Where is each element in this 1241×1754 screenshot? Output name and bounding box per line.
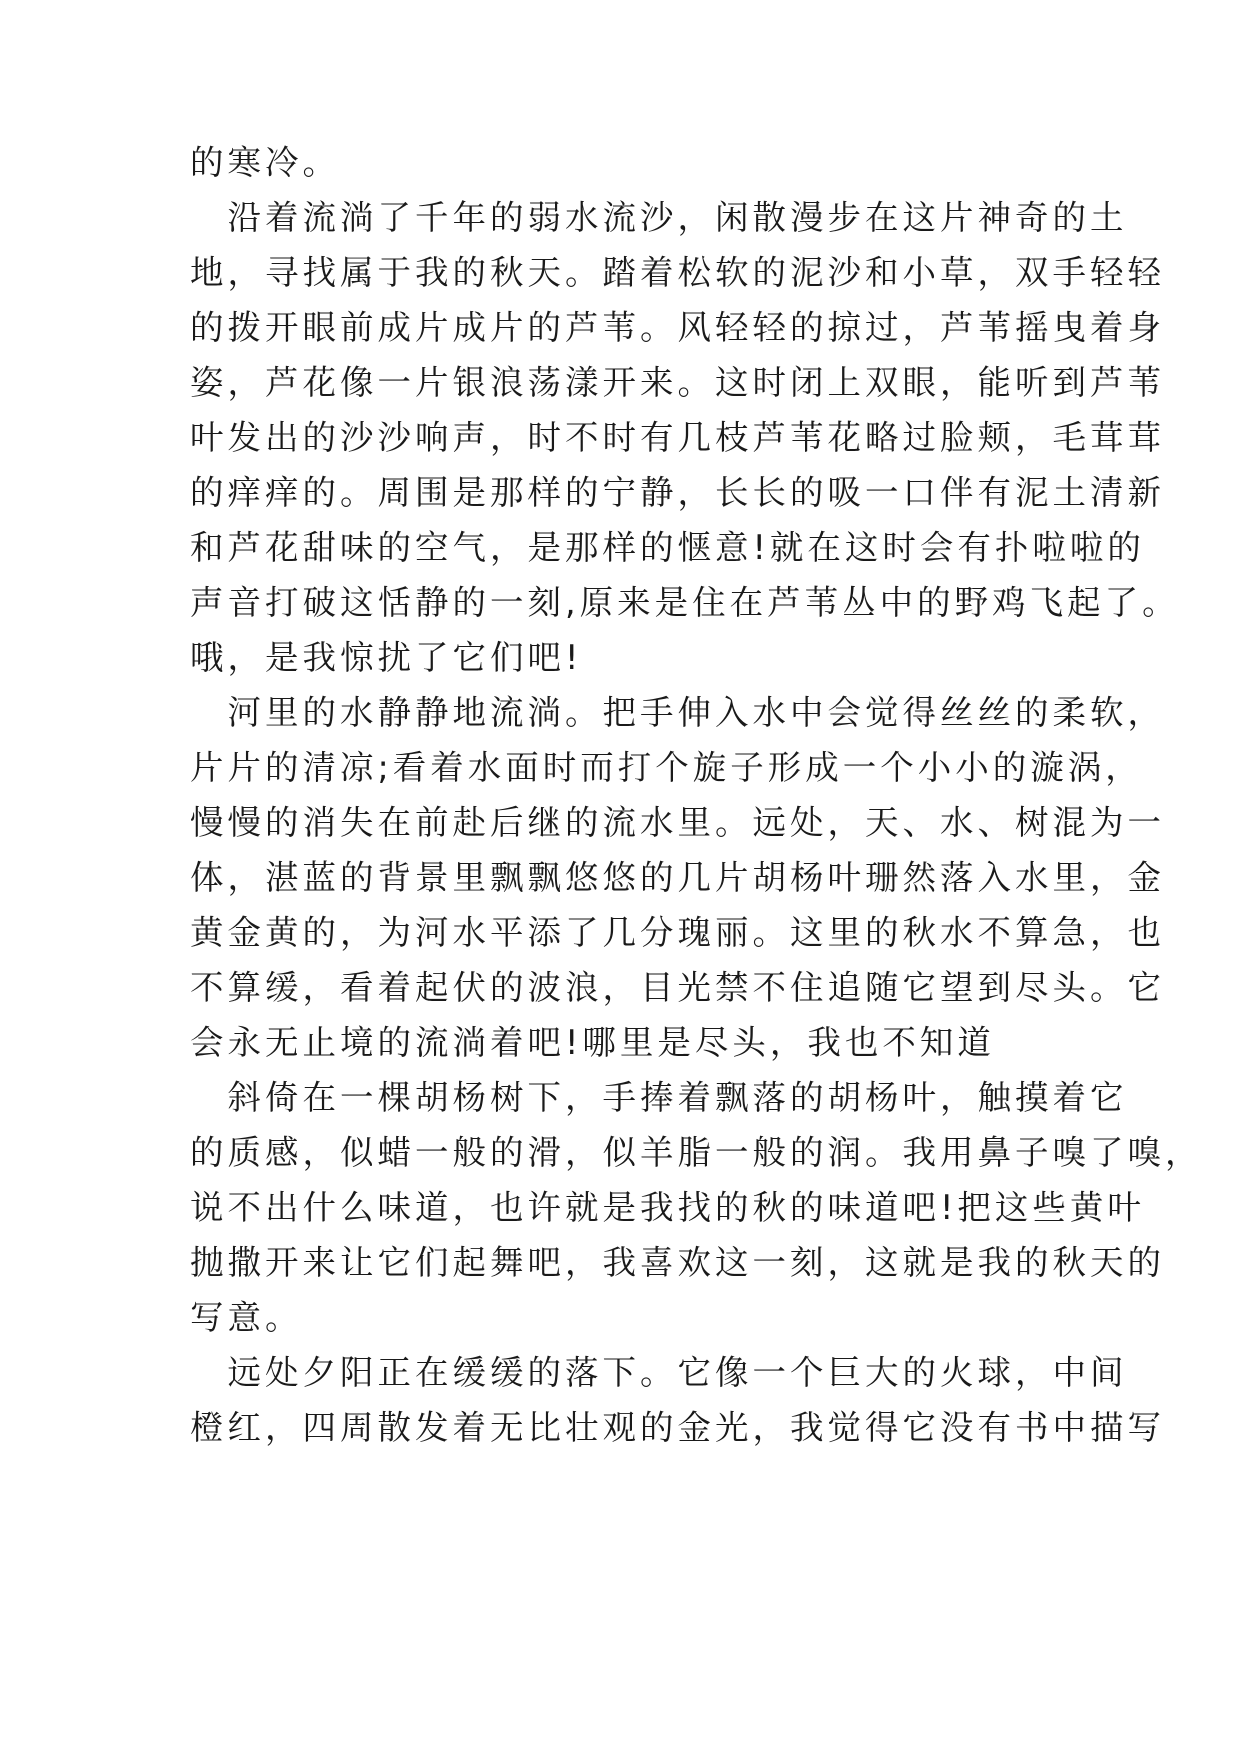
text-line: 不算缓，看着起伏的波浪，目光禁不住追随它望到尽头。它	[190, 968, 1165, 1007]
text-line: 的寒冷。	[190, 143, 340, 182]
text-line: 慢慢的消失在前赴后继的流水里。远处，天、水、树混为一	[190, 803, 1165, 842]
text-line: 会永无止境的流淌着吧!哪里是尽头，我也不知道	[190, 1023, 995, 1062]
text-line: 抛撒开来让它们起舞吧，我喜欢这一刻，这就是我的秋天的	[190, 1243, 1165, 1282]
text-line: 哦，是我惊扰了它们吧!	[190, 638, 583, 677]
text-line: 体，湛蓝的背景里飘飘悠悠的几片胡杨叶珊然落入水里，金	[190, 858, 1165, 897]
text-line: 远处夕阳正在缓缓的落下。它像一个巨大的火球，中间	[190, 1353, 1128, 1392]
text-line: 黄金黄的，为河水平添了几分瑰丽。这里的秋水不算急，也	[190, 913, 1165, 952]
text-line: 片片的清凉;看着水面时而打个旋子形成一个小小的漩涡，	[190, 748, 1143, 787]
text-line: 的拨开眼前成片成片的芦苇。风轻轻的掠过，芦苇摇曳着身	[190, 308, 1165, 347]
text-line: 的痒痒的。周围是那样的宁静，长长的吸一口伴有泥土清新	[190, 473, 1165, 512]
text-line: 叶发出的沙沙响声，时不时有几枝芦苇花略过脸颊，毛茸茸	[190, 418, 1165, 457]
text-line: 写意。	[190, 1298, 303, 1337]
text-line: 斜倚在一棵胡杨树下，手捧着飘落的胡杨叶，触摸着它	[190, 1078, 1128, 1117]
text-line: 沿着流淌了千年的弱水流沙，闲散漫步在这片神奇的土	[190, 198, 1128, 237]
text-line: 说不出什么味道，也许就是我找的秋的味道吧!把这些黄叶	[190, 1188, 1145, 1227]
text-line: 声音打破这恬静的一刻,原来是住在芦苇丛中的野鸡飞起了。	[190, 583, 1180, 622]
text-line: 地，寻找属于我的秋天。踏着松软的泥沙和小草，双手轻轻	[190, 253, 1165, 292]
text-line: 和芦花甜味的空气，是那样的惬意!就在这时会有扑啦啦的	[190, 528, 1145, 567]
text-line: 的质感，似蜡一般的滑，似羊脂一般的润。我用鼻子嗅了嗅，	[190, 1133, 1203, 1172]
text-line: 姿，芦花像一片银浪荡漾开来。这时闭上双眼，能听到芦苇	[190, 363, 1165, 402]
text-line: 橙红，四周散发着无比壮观的金光，我觉得它没有书中描写	[190, 1408, 1165, 1447]
text-line: 河里的水静静地流淌。把手伸入水中会觉得丝丝的柔软，	[190, 693, 1165, 732]
